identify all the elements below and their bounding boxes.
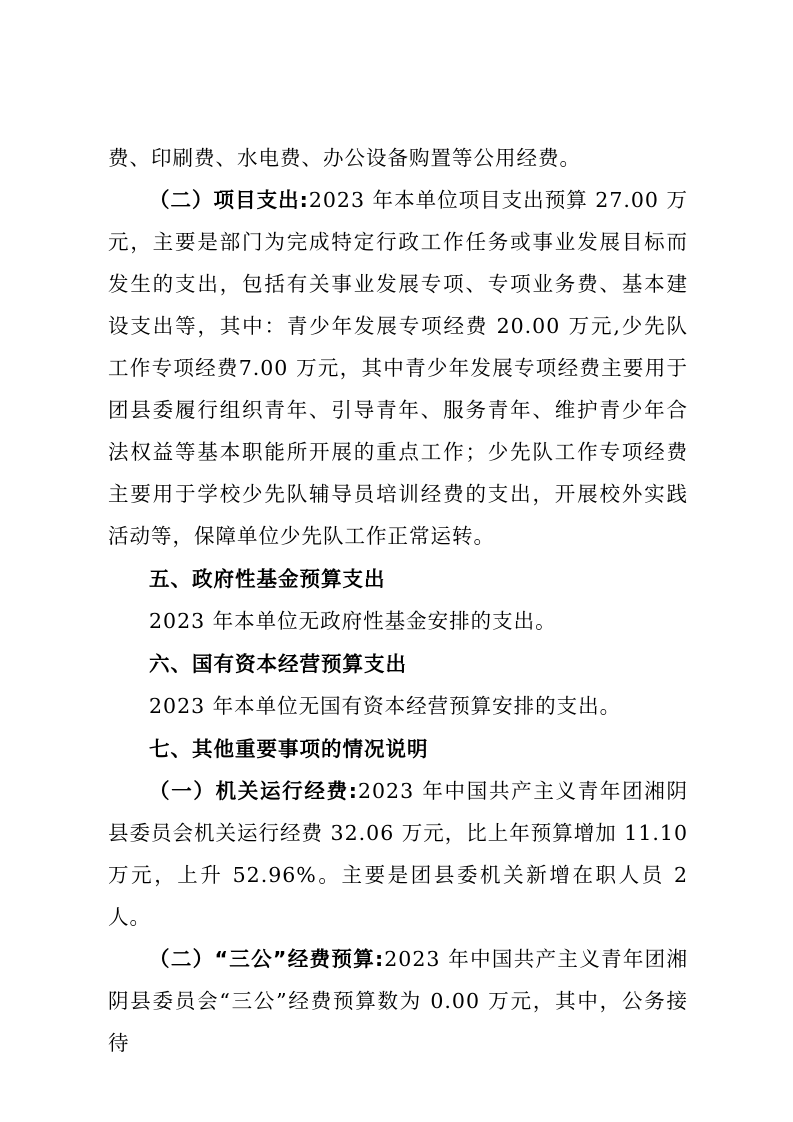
heading-government-fund: 五、政府性基金预算支出 [149,567,386,591]
paragraph-three-public-expenses [108,938,688,1064]
project-expenditure-body: 2023 年本单位项目支出预算 27.00 万元，主要是部门为完成特定行政工作任务或事业发展目标而发生的支出，包括有关事业发展专项、专项业务费、基本建设支出等，其中：青少年发展专项经费 20.00 万元,少先队工作专项经费7.00 万元，其中青少年发展专项经费主要用于团县委履行组织青年、引导青年、服务青年、维护青少年合法权益等基本职能所开展的重点工作；少先队工作专项经费主要用于学校少先队辅导员培训经费的支出，开展校外实践活动等，保障单位少先队工作正常运转。 [108,188,688,548]
paragraph-government-fund: 2023 年本单位无政府性基金安排的支出。 [149,609,557,633]
three-public-expenses-label: （二）“三公”经费预算: [149,947,385,971]
three-public-expenses-body: 2023 年中国共产主义青年团湘阴县委员会“三公”经费预算数为 0.00 万元，其中，公务接待 [108,947,688,1055]
paragraph-state-capital: 2023 年本单位无国有资本经营预算安排的支出。 [149,694,622,718]
document-page [108,137,688,1064]
operating-expenses-body: 2023 年中国共产主义青年团湘阴县委员会机关运行经费 32.06 万元，比上年预算增加 11.10 万元，上升 52.96%。主要是团县委机关新增在职人员 2 人。 [108,779,689,929]
paragraph-project-expenditure [108,179,688,557]
operating-expenses-label: （一）机关运行经费: [149,779,358,803]
heading-state-capital: 六、国有资本经营预算支出 [149,652,407,676]
paragraph-public-expenses: 费、印刷费、水电费、办公设备购置等公用经费。 [108,146,581,170]
project-expenditure-label: （二）项目支出: [149,188,309,212]
paragraph-operating-expenses [108,770,688,938]
heading-other-matters: 七、其他重要事项的情况说明 [149,737,429,761]
